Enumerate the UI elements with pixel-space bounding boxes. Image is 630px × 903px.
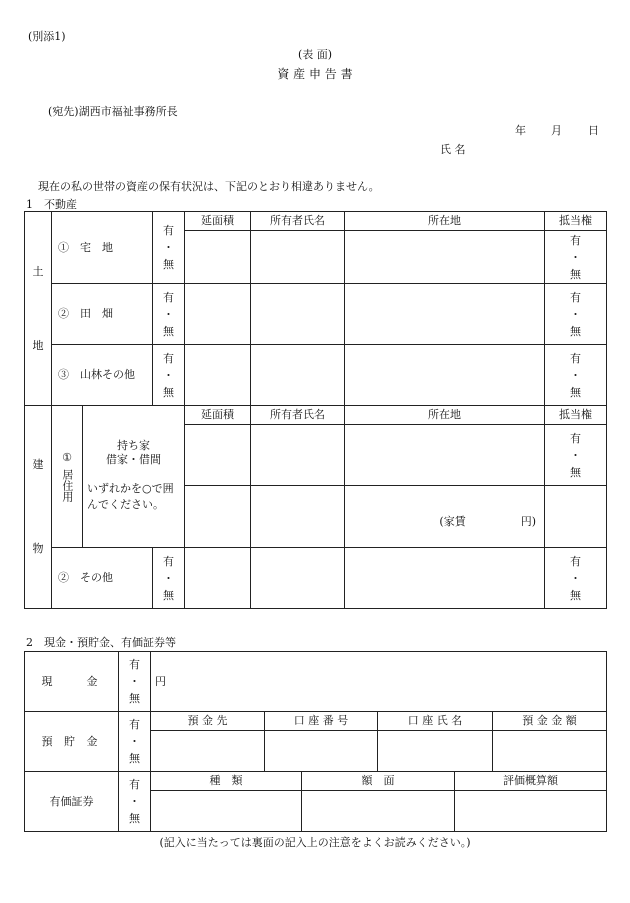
col-estimated-value: 評価概算額 — [455, 772, 607, 791]
col-account-number: 口 座 番 号 — [265, 712, 378, 731]
land-1-status[interactable]: 有 ・ 無 — [153, 212, 185, 284]
col-mortgage: 抵当権 — [545, 212, 607, 231]
deposit-status[interactable]: 有 ・ 無 — [119, 712, 151, 772]
rental-area-input[interactable] — [185, 486, 251, 548]
securities-label: 有価証券 — [25, 772, 119, 832]
attachment-label: (別添1) — [28, 30, 66, 43]
land-3-mortgage[interactable]: 有 ・ 無 — [545, 345, 607, 406]
date-day: 日 — [588, 124, 599, 137]
land-row-label-1: ① 宅 地 — [52, 212, 153, 284]
land-label-1: 土 — [32, 264, 44, 278]
rental-owner-input[interactable] — [251, 486, 345, 548]
cash-amount-input[interactable] — [151, 652, 607, 712]
own-house-option[interactable]: 持ち家 — [117, 439, 150, 453]
land-3-location-input[interactable] — [345, 345, 545, 406]
col-owner-name: 所有者氏名 — [251, 212, 345, 231]
footer-note: (記入に当たっては裏面の記入上の注意をよくお読みください。) — [159, 836, 471, 849]
deposit-amount-input[interactable] — [493, 731, 607, 772]
face-value-input[interactable] — [302, 791, 455, 832]
yen-label: 円 — [155, 674, 166, 688]
deposit-bank-input[interactable] — [151, 731, 265, 772]
land-2-location-input[interactable] — [345, 284, 545, 345]
section2-title: 2 現金・預貯金、有価証券等 — [26, 636, 176, 649]
col-location-2: 所在地 — [345, 406, 545, 425]
section1-title: 1 不動産 — [26, 198, 77, 211]
land-2-status[interactable]: 有 ・ 無 — [153, 284, 185, 345]
col-deposit-amount: 預 金 金 額 — [493, 712, 607, 731]
date-year: 年 — [515, 124, 526, 137]
declaration: 現在の私の世帯の資産の保有状況は、下記のとおり相違ありません。 — [38, 180, 380, 193]
rent-label: (家賃 円) — [439, 515, 536, 529]
rent-cell[interactable] — [345, 486, 545, 548]
land-2-area-input[interactable] — [185, 284, 251, 345]
col-floor-area-2: 延面積 — [185, 406, 251, 425]
house-type-cell[interactable] — [83, 406, 185, 548]
land-label-cell — [25, 212, 52, 406]
residence-cell — [52, 406, 83, 548]
land-3-owner-input[interactable] — [251, 345, 345, 406]
land-2-mortgage[interactable]: 有 ・ 無 — [545, 284, 607, 345]
col-owner-name-2: 所有者氏名 — [251, 406, 345, 425]
land-1-area-input[interactable] — [185, 231, 251, 284]
col-deposit-bank: 預 金 先 — [151, 712, 265, 731]
residence-num: ① — [62, 451, 72, 465]
cash-label: 現 金 — [25, 652, 119, 712]
addressee: (宛先)湖西市福祉事務所長 — [48, 105, 178, 118]
residence-mortgage[interactable]: 有 ・ 無 — [545, 425, 607, 486]
residence-location-input[interactable] — [345, 425, 545, 486]
circle-note: いずれかを○で囲んでください。 — [87, 481, 174, 512]
land-1-mortgage[interactable]: 有 ・ 無 — [545, 231, 607, 284]
land-1-location-input[interactable] — [345, 231, 545, 284]
securities-type-input[interactable] — [151, 791, 302, 832]
residence-label: 居住用 — [60, 468, 74, 502]
land-1-owner-input[interactable] — [251, 231, 345, 284]
name-label: 氏 名 — [440, 143, 466, 156]
col-location: 所在地 — [345, 212, 545, 231]
estimated-value-input[interactable] — [455, 791, 607, 832]
financial-assets-table — [24, 651, 607, 832]
col-account-name: 口 座 氏 名 — [378, 712, 493, 731]
building-label-cell — [25, 406, 52, 609]
land-row-label-3: ③ 山林その他 — [52, 345, 153, 406]
building-label-2: 物 — [32, 542, 44, 555]
deposit-label: 預 貯 金 — [25, 712, 119, 772]
land-label-2: 地 — [32, 338, 44, 352]
building-other-status[interactable]: 有 ・ 無 — [153, 548, 185, 609]
residence-owner-input[interactable] — [251, 425, 345, 486]
rental-option[interactable]: 借家・借間 — [106, 453, 161, 466]
real-estate-table — [24, 211, 607, 609]
other-mortgage[interactable]: 有 ・ 無 — [545, 548, 607, 609]
col-mortgage-2: 抵当権 — [545, 406, 607, 425]
land-3-area-input[interactable] — [185, 345, 251, 406]
building-other-label: ② その他 — [52, 548, 153, 609]
other-area-input[interactable] — [185, 548, 251, 609]
col-securities-type: 種 類 — [151, 772, 302, 791]
land-row-label-2: ② 田 畑 — [52, 284, 153, 345]
account-name-input[interactable] — [378, 731, 493, 772]
securities-status[interactable]: 有 ・ 無 — [119, 772, 151, 832]
other-location-input[interactable] — [345, 548, 545, 609]
land-3-status[interactable]: 有 ・ 無 — [153, 345, 185, 406]
page-title: 資 産 申 告 書 — [277, 67, 353, 81]
col-floor-area: 延面積 — [185, 212, 251, 231]
land-2-owner-input[interactable] — [251, 284, 345, 345]
col-face-value: 額 面 — [302, 772, 455, 791]
residence-area-input[interactable] — [185, 425, 251, 486]
building-label-1: 建 — [32, 458, 44, 472]
date-month: 月 — [551, 124, 562, 137]
side-label: (表 面) — [297, 48, 333, 61]
rental-mortgage-input[interactable] — [545, 486, 607, 548]
other-owner-input[interactable] — [251, 548, 345, 609]
account-number-input[interactable] — [265, 731, 378, 772]
cash-status[interactable]: 有 ・ 無 — [119, 652, 151, 712]
